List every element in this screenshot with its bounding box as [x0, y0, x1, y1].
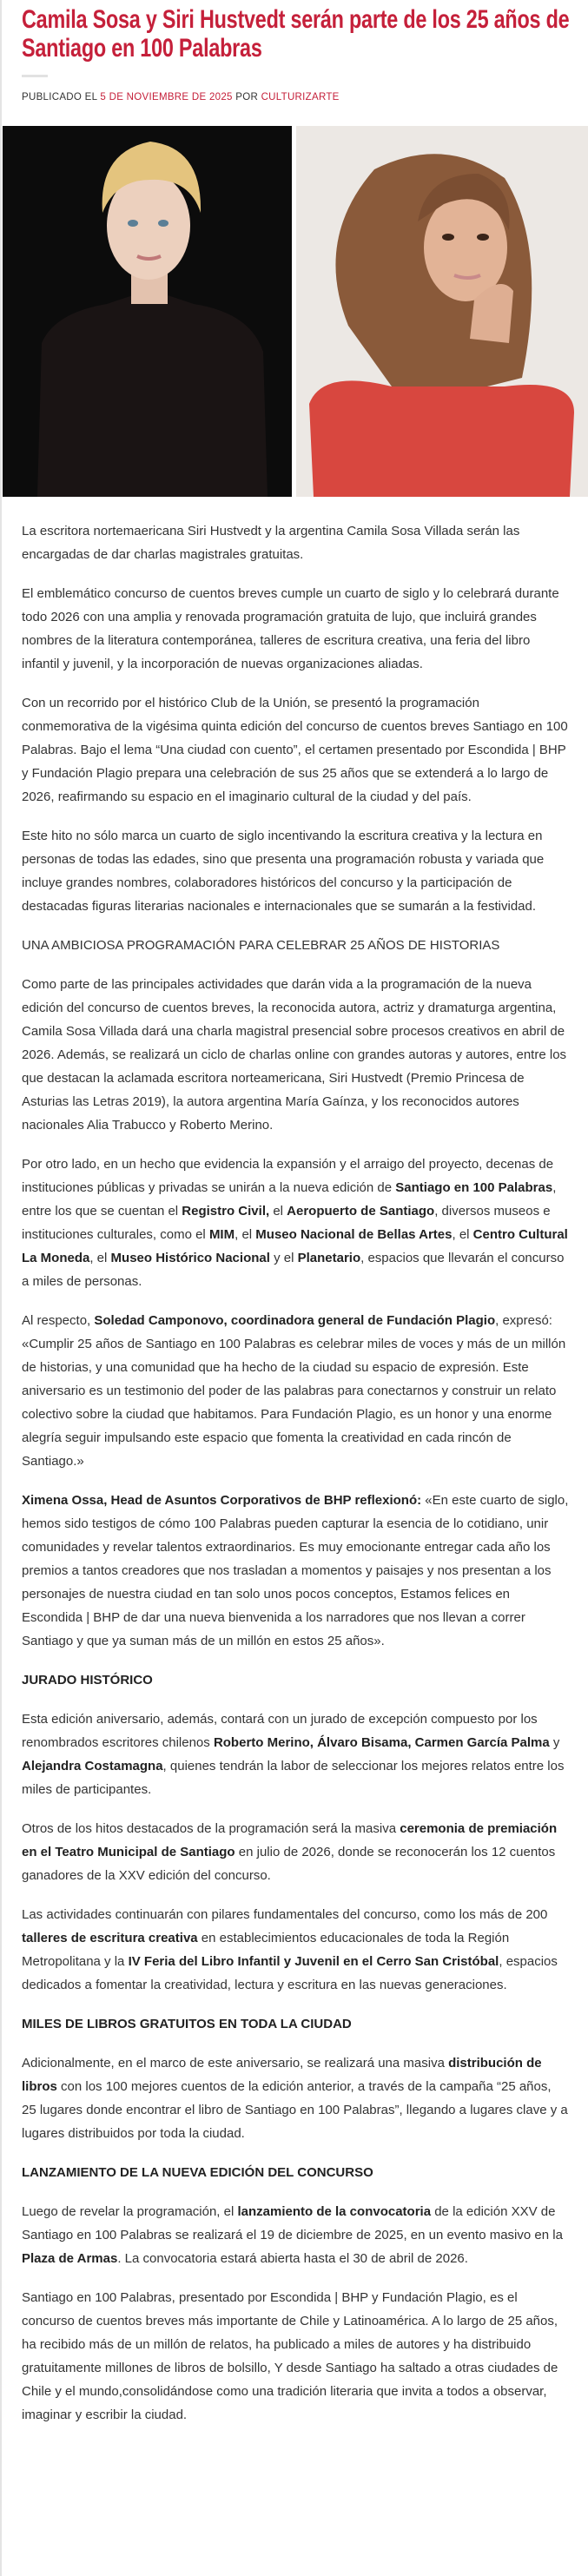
article-paragraph: [22, 1817, 569, 1887]
text-segment: , el: [235, 1227, 256, 1242]
text-segment: «En este cuarto de siglo, hemos sido testigos de cómo 100 Palabras pueden capturar la esencia de lo cotidiano, unir comunidades y revelar talentos extraordinarios. Es muy emocionante entregar cada año los premios a tantos creadores que nos trasladan a momentos y paisajes y nos presentan a los personajes de nuestra ciudad en tan solo unos pocos conceptos, Estamos felices en Escondida | BHP de dar una nueva bienvenida a los narradores que nos llevan a correr Santiago y que ya suman más de un millón en estos 25 años».: [22, 1493, 569, 1648]
photo-camila-sosa: [296, 126, 588, 497]
bold-text: Museo Histórico Nacional: [110, 1251, 270, 1265]
text-segment: Como parte de las principales actividades que darán vida a la programación de la nueva edición del concurso de cuentos breves, la reconocida autora, actriz y dramaturga argentina, Camila Sosa Villada dará una charla magistral presencial sobre procesos creativos en abril de 2026. Además, se realizará un ciclo de charlas online con grandes autoras y autores, entre los que destacan la aclamada escritora norteamericana, Siri Hustvedt (Premio Princesa de Asturias las Letras 2019), la autora argentina María Gaínza, y los reconocidos autores nacionales Alia Trabucco y Roberto Merino.: [22, 977, 567, 1133]
text-segment: Esta edición aniversario, además, contará con un jurado de excepción compuesto por los renombrados escritores chilenos: [22, 1712, 538, 1750]
text-segment: UNA AMBICIOSA PROGRAMACIÓN PARA CELEBRAR 25 AÑOS DE HISTORIAS: [22, 938, 500, 953]
bold-text: Soledad Camponovo, coordinadora general de Fundación Plagio: [94, 1313, 496, 1328]
bold-text: Plaza de Armas: [22, 2251, 118, 2266]
bold-text: MIM: [208, 1227, 235, 1242]
article-paragraph: [22, 2286, 569, 2427]
text-segment: con los 100 mejores cuentos de la edición anterior, a través de la campaña “25 años, 25 lugares donde encontrar el libro de Santiago en 100 Palabras”, llegando a lugares clave y a lugares distribuidos por toda la ciudad.: [22, 2079, 568, 2141]
bold-text: talleres de escritura creativa: [22, 1931, 198, 1945]
article-paragraph: [22, 1309, 569, 1473]
bold-text: IV Feria del Libro Infantil y Juvenil en el Cerro San Cristóbal: [128, 1954, 499, 1969]
article-paragraph: [22, 2051, 569, 2145]
by-label: POR: [235, 92, 259, 102]
bold-text: ceremonia de premiación en el Teatro Municipal de Santiago: [22, 1821, 558, 1859]
text-segment: de la edición XXV de Santiago en 100 Palabras se realizará el 19 de diciembre de 2025, en un evento masivo en la: [22, 2204, 563, 2242]
article-paragraph: [22, 1153, 569, 1293]
article-paragraph: [22, 1707, 569, 1801]
bold-text: Santiago en 100 Palabras: [395, 1180, 553, 1195]
text-segment: La escritora nortemaericana Siri Hustvedt y la argentina Camila Sosa Villada serán las encargadas de dar charlas magistrales gratuitas.: [22, 524, 520, 562]
text-segment: , espacios dedicados a fomentar la creatividad, lectura y escritura en las nuevas generaciones.: [22, 1954, 558, 1992]
photo-siri-hustvedt: [3, 126, 292, 497]
section-heading: [22, 2161, 569, 2184]
bold-text: Roberto Merino, Álvaro Bisama, Carmen García Palma: [213, 1735, 550, 1750]
article-paragraph: [22, 582, 569, 676]
article-paragraph: [22, 2200, 569, 2270]
bold-text: distribución de libros: [22, 2056, 542, 2094]
text-segment: , el: [452, 1227, 473, 1242]
text-segment: JURADO HISTÓRICO: [22, 1673, 153, 1688]
text-segment: Las actividades continuarán con pilares fundamentales del concurso, como los más de 200: [22, 1907, 548, 1922]
article-paragraph: [22, 973, 569, 1137]
text-segment: Al respecto,: [22, 1313, 95, 1328]
text-segment: Adicionalmente, en el marco de este aniversario, se realizará una masiva: [22, 2056, 449, 2071]
bold-text: Museo Nacional de Bellas Artes: [255, 1227, 453, 1242]
article-paragraph: [22, 691, 569, 809]
text-segment: y el: [269, 1251, 298, 1265]
text-segment: Santiago en 100 Palabras, presentado por Escondida | BHP y Fundación Plagio, es el concurso de cuentos breves más importante de Chile y Latinoamérica. A lo largo de 25 años, ha recibido más de un millón de relatos, ha publicado a miles de autores y ha distribuido gratuitamente millones de libros de bolsillo, Y desde Santiago ha saltado a otras ciudades de Chile y el mundo,consolidándose como una tradición literaria que invita a todos a observar, imaginar y escribir la ciudad.: [22, 2290, 558, 2422]
publish-date-link[interactable]: 5 DE NOVIEMBRE DE 2025: [100, 92, 233, 102]
text-segment: , entre los que se cuentan el: [22, 1180, 557, 1219]
article-meta: [22, 92, 340, 102]
text-segment: LANZAMIENTO DE LA NUEVA EDICIÓN DEL CONCURSO: [22, 2165, 373, 2180]
article-paragraph: [22, 519, 569, 566]
section-heading: [22, 934, 569, 957]
bold-text: lanzamiento de la convocatoria: [237, 2204, 432, 2219]
text-segment: , quienes tendrán la labor de seleccionar los mejores relatos entre los miles de participantes.: [22, 1759, 565, 1797]
text-segment: , diversos museos e instituciones culturales, como el: [22, 1204, 551, 1242]
text-segment: Por otro lado, en un hecho que evidencia la expansión y el arraigo del proyecto, decenas de instituciones públicas y privadas se unirán a la nueva edición de: [22, 1157, 554, 1195]
published-prefix: PUBLICADO EL: [22, 92, 97, 102]
section-heading: [22, 2012, 569, 2036]
text-segment: el: [269, 1204, 287, 1219]
text-segment: en julio de 2026, donde se reconocerán los 12 cuentos ganadores de la XXV edición del concurso.: [22, 1845, 556, 1883]
bold-text: Alejandra Costamagna: [22, 1759, 163, 1773]
author-link[interactable]: CULTURIZARTE: [261, 92, 340, 102]
text-segment: , expresó: «Cumplir 25 años de Santiago en 100 Palabras es celebrar miles de voces y más de un millón de historias, y una comunidad que ha hecho de la ciudad su espacio de expresión. Este aniversario es un testimonio del poder de las palabras para conectarnos y construir un relato colectivo sobre la ciudad que habitamos. Para Fundación Plagio, es un honor y una enorme alegría seguir impulsando este espacio que fomenta la creatividad en cada rincón de Santiago.»: [22, 1313, 566, 1469]
text-segment: . La convocatoria estará abierta hasta el 30 de abril de 2026.: [117, 2251, 468, 2266]
text-segment: y: [549, 1735, 560, 1750]
bold-text: Ximena Ossa, Head de Asuntos Corporativos de BHP reflexionó:: [22, 1493, 422, 1508]
article-paragraph: [22, 1903, 569, 1997]
article-body: [22, 519, 569, 2442]
article-paragraph: [22, 1489, 569, 1653]
bold-text: Registro Civil,: [182, 1204, 270, 1219]
section-heading: [22, 1668, 569, 1692]
text-segment: El emblemático concurso de cuentos breves cumple un cuarto de siglo y lo celebrará durante todo 2026 con una amplia y renovada programación gratuita de lujo, que incluirá grandes nombres de la literatura contemporánea, talleres de escritura creativa, una feria del libro infantil y juvenil, y la incorporación de nuevas organizaciones aliadas.: [22, 586, 559, 671]
text-segment: Luego de revelar la programación, el: [22, 2204, 238, 2219]
text-segment: Este hito no sólo marca un cuarto de siglo incentivando la escritura creativa y la lectura en personas de todas las edades, sino que presenta una programación robusta y variada que incluye grandes nombres, colaboradores históricos del concurso y la participación de destacadas figuras literarias nacionales e internacionales que se sumarán a la festividad.: [22, 829, 545, 914]
bold-text: Planetario: [297, 1251, 361, 1265]
article-title: Camila Sosa y Siri Hustvedt serán parte de los 25 años de Santiago en 100 Palabras: [22, 5, 570, 63]
article-paragraph: [22, 824, 569, 918]
text-segment: , espacios que llevarán el concurso a miles de personas.: [22, 1251, 565, 1289]
text-segment: MILES DE LIBROS GRATUITOS EN TODA LA CIUDAD: [22, 2017, 352, 2031]
text-segment: en establecimientos educacionales de toda la Región Metropolitana y la: [22, 1931, 510, 1969]
title-divider: [22, 75, 48, 77]
bold-text: Centro Cultural La Moneda: [22, 1227, 568, 1265]
bold-text: Aeropuerto de Santiago: [287, 1204, 435, 1219]
text-segment: Otros de los hitos destacados de la programación será la masiva: [22, 1821, 400, 1836]
text-segment: , el: [89, 1251, 111, 1265]
page-left-border: [0, 0, 2, 2576]
text-segment: Con un recorrido por el histórico Club de la Unión, se presentó la programación conmemorativa de la vigésima quinta edición del concurso de cuentos breves Santiago en 100 Palabras. Bajo el lema “Una ciudad con cuento”, el certamen presentado por Escondida | BHP y Fundación Plagio prepara una celebración de sus 25 años que se extenderá a lo largo de 2026, reafirmando su espacio en el imaginario cultural de la ciudad y del país.: [22, 696, 568, 804]
